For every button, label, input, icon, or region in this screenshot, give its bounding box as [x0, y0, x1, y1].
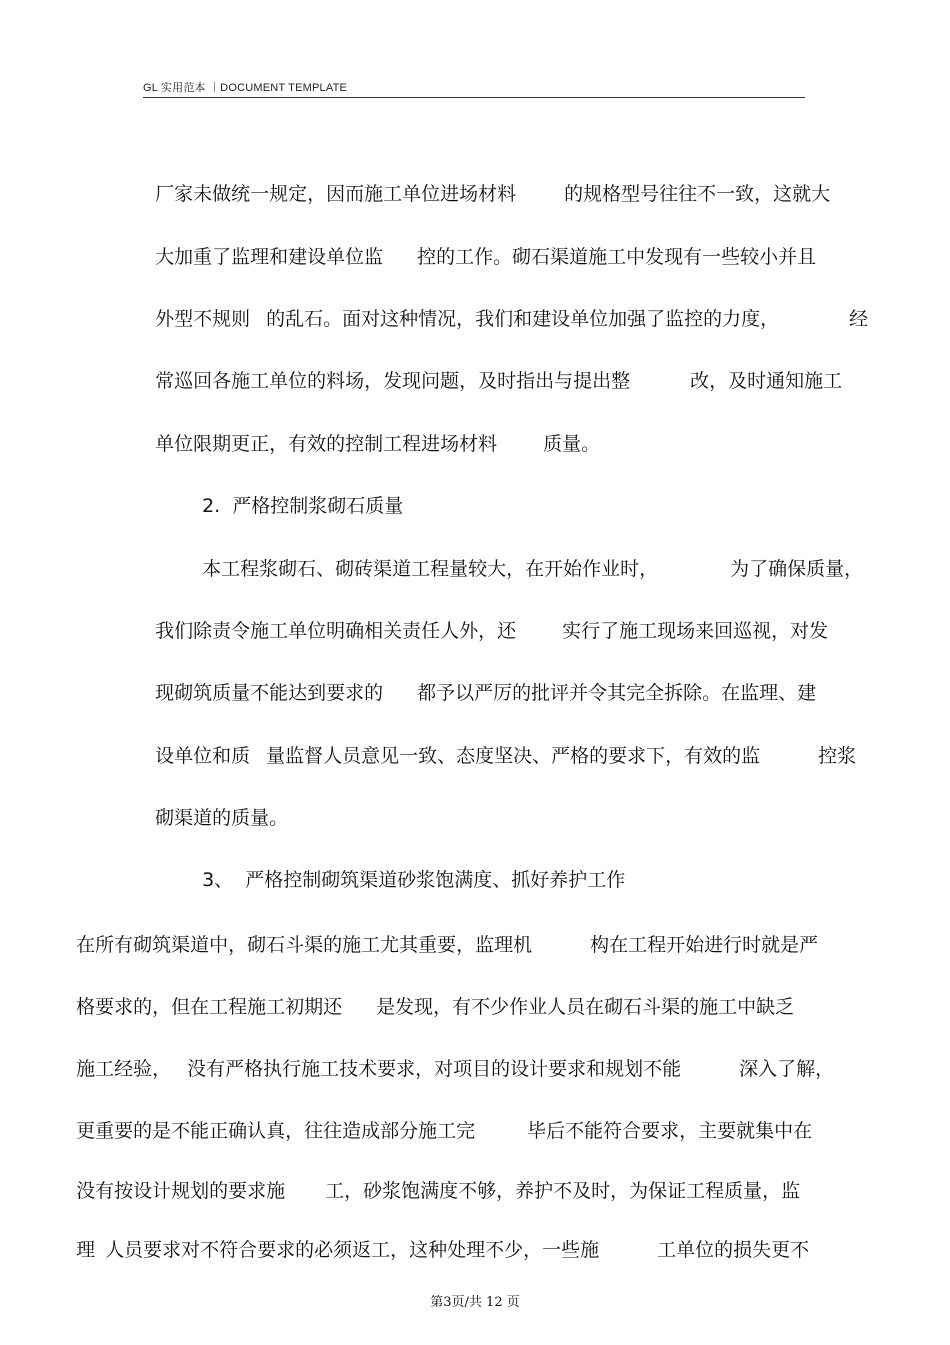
text-line: 理 人员要求对不符合要求的必须返工，这种处理不少，一些施 工单位的损失更不 [76, 1239, 810, 1261]
text-line: 在所有砌筑渠道中，砌石斗渠的施工尤其重要，监理机 构在工程开始进行时就是严 [76, 934, 819, 956]
page-header: GL 实用范本 ｜DOCUMENT TEMPLATE [143, 79, 805, 98]
text-line: 更重要的是不能正确认真，往往造成部分施工完 毕后不能符合要求，主要就集中在 [76, 1120, 813, 1142]
text-line: 厂家未做统一规定，因而施工单位进场材料 的规格型号往往不一致，这就大 [155, 183, 831, 205]
section-heading: 2. 严格控制浆砌石质量 [202, 495, 404, 517]
text-line: 没有按设计规划的要求施 工，砂浆饱满度不够，养护不及时，为保证工程质量，监 [76, 1180, 801, 1202]
text-line: 现砌筑质量不能达到要求的 都予以严厉的批评并令其完全拆除。在监理、建 [155, 682, 817, 704]
text-line: 本工程浆砌石、砌砖渠道工程量较大，在开始作业时， 为了确保质量， [202, 558, 864, 580]
text-line: 常巡回各施工单位的料场，发现问题，及时指出与提出整 改，及时通知施工 [155, 370, 843, 392]
text-line: 外型不规则 的乱石。面对这种情况，我们和建设单位加强了监控的力度， 经 [155, 308, 869, 330]
text-line: 施工经验， 没有严格执行施工技术要求，对项目的设计要求和规划不能 深入了解， [76, 1058, 835, 1080]
text-line: 设单位和质 量监督人员意见一致、态度坚决、严格的要求下，有效的监 控浆 [155, 745, 857, 767]
text-line: 我们除责令施工单位明确相关责任人外，还 实行了施工现场来回巡视，对发 [155, 620, 829, 642]
text-line: 单位限期更正，有效的控制工程进场材料 质量。 [155, 433, 601, 455]
text-line: 砌渠道的质量。 [155, 807, 289, 829]
text-line: 格要求的，但在工程施工初期还 是发现，有不少作业人员在砌石斗渠的施工中缺乏 [76, 996, 795, 1018]
text-line: 大加重了监理和建设单位监 控的工作。砌石渠道施工中发现有一些较小并且 [155, 246, 817, 268]
section-heading: 3、 严格控制砌筑渠道砂浆饱满度、抓好养护工作 [202, 869, 626, 891]
page-number: 第3页/共 12 页 [430, 1295, 520, 1310]
